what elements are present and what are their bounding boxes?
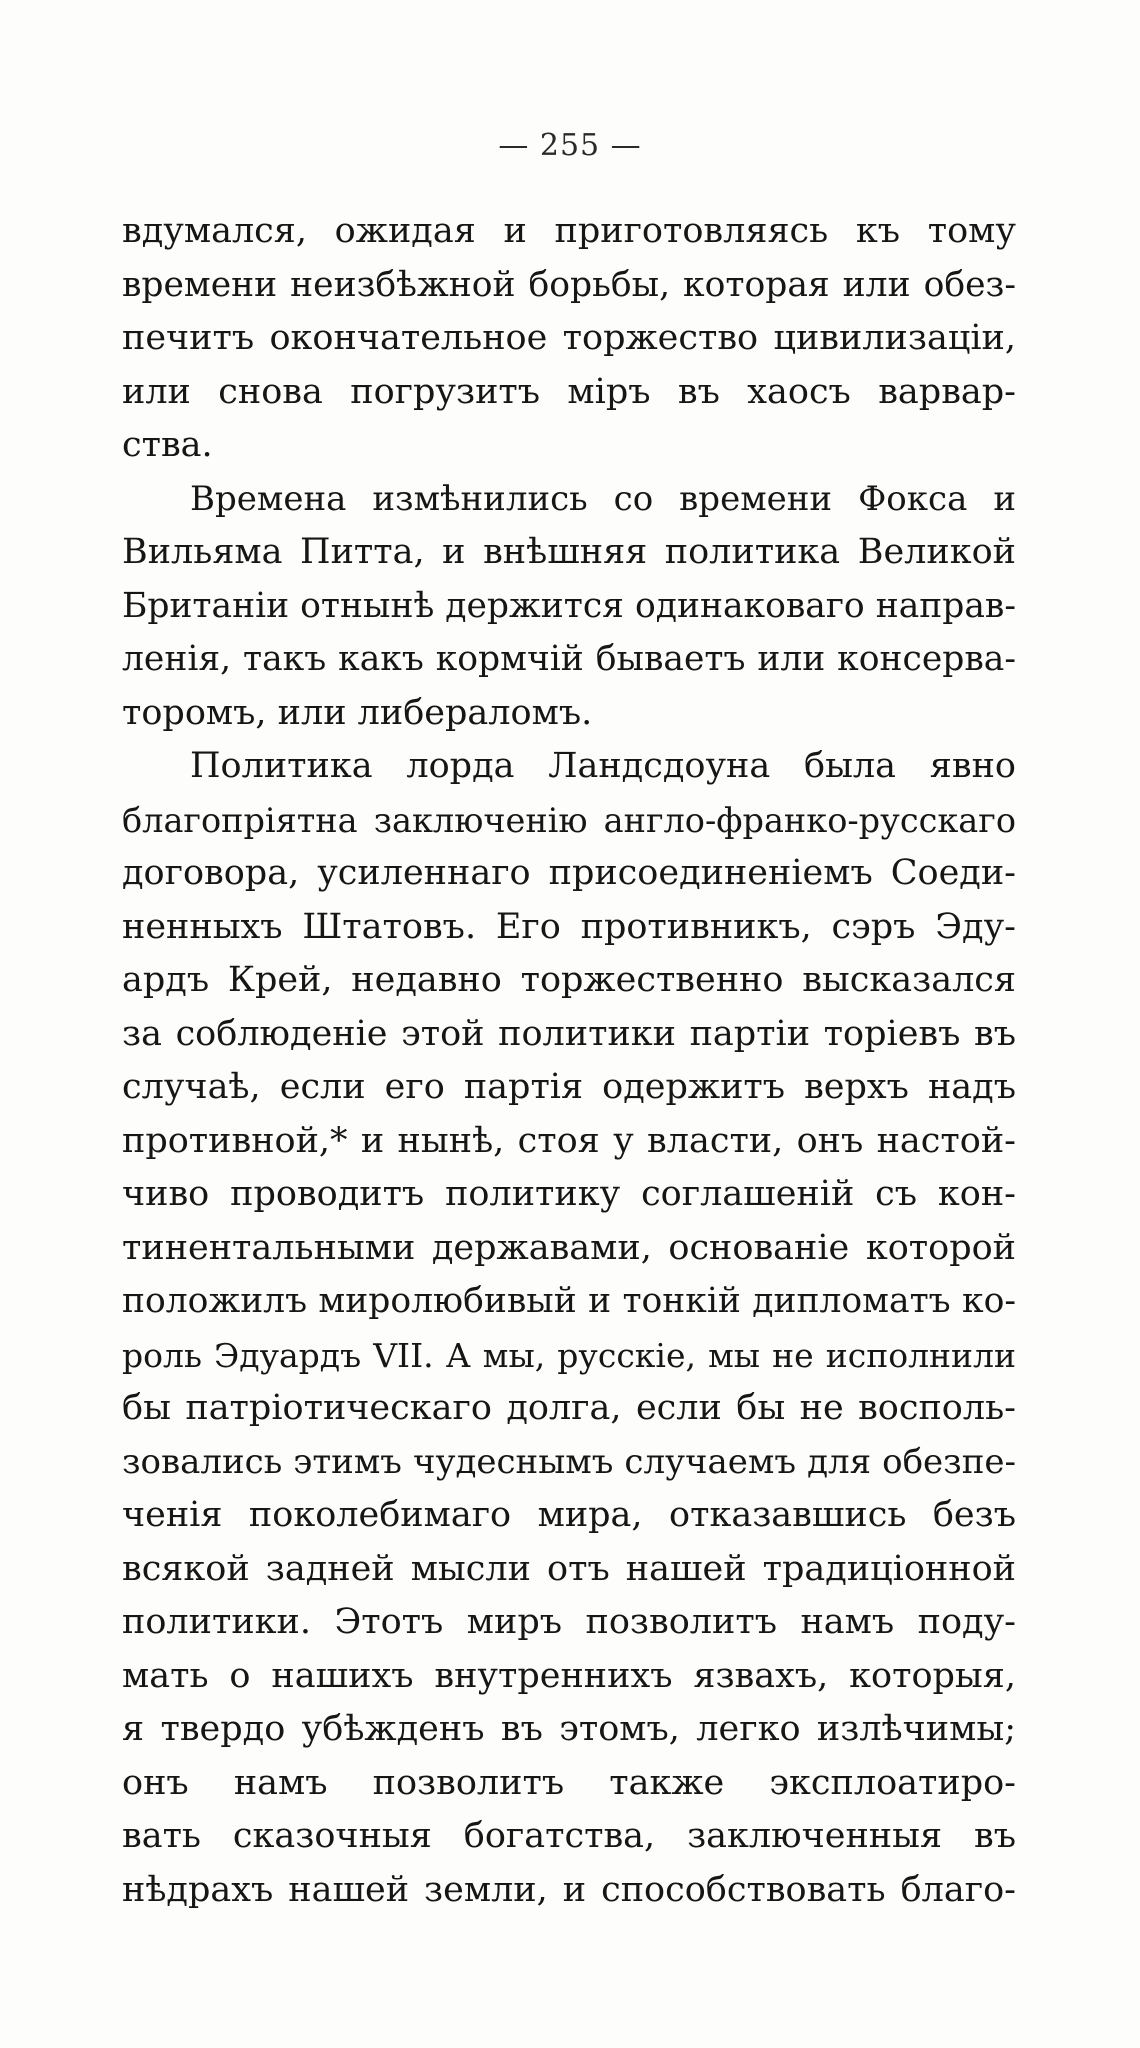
text-line: вать сказочныя богатства, заключенныя въ <box>122 1816 1016 1856</box>
text-line: Времена измѣнились со времени Фокса и <box>190 478 1016 519</box>
body-text <box>122 205 1016 1917</box>
text-line: тинентальными державами, основаніе которой <box>122 1227 1016 1268</box>
text-line: ненныхъ Штатовъ. Его противникъ, сэръ Эду- <box>122 906 1016 947</box>
text-line: благопріятна заключенію англо-франко-русскаго <box>122 800 1016 840</box>
text-line: положилъ миролюбивый и тонкій дипломатъ ко- <box>122 1281 1016 1321</box>
text-line: ардъ Крей, недавно торжественно высказался <box>122 960 1016 1000</box>
text-line: ченія поколебимаго мира, отказавшись безъ <box>122 1495 1016 1535</box>
text-line: Британіи отнынѣ держится одинаковаго направ- <box>122 585 1016 626</box>
text-line: ленія, такъ какъ кормчій бываетъ или консерва- <box>122 639 1016 679</box>
text-line: торомъ, или либераломъ. <box>122 692 593 733</box>
text-line: Политика лорда Ландсдоуна была явно <box>190 746 1016 786</box>
text-line: политики. Этотъ миръ позволитъ намъ поду- <box>122 1602 1016 1642</box>
text-line: роль Эдуардъ VII. А мы, русскіе, мы не исполнили <box>122 1335 1016 1375</box>
paragraph <box>122 473 1016 741</box>
text-line: печитъ окончательное торжество цивилизаціи, <box>122 318 1016 358</box>
text-line: онъ намъ позволитъ также эксплоатиро- <box>122 1762 1016 1803</box>
paragraph <box>122 740 1016 1917</box>
text-line: вдумался, ожидая и приготовляясь къ тому <box>122 211 1016 251</box>
text-line: нѣдрахъ нашей земли, и способствовать благо- <box>122 1869 1016 1910</box>
text-line: Вильяма Питта, и внѣшняя политика Великой <box>122 532 1016 572</box>
text-line: или снова погрузитъ міръ въ хаосъ варвар- <box>122 371 1016 412</box>
text-line: бы патріотическаго долга, если бы не восполь- <box>122 1388 1016 1428</box>
text-line: за соблюденіе этой политики партіи торіевъ въ <box>122 1013 1016 1054</box>
text-line: противной,* и нынѣ, стоя у власти, онъ настой- <box>122 1120 1016 1161</box>
text-line: зовались этимъ чудеснымъ случаемъ для обезпе- <box>122 1441 1016 1482</box>
text-line: ства. <box>122 425 213 465</box>
text-line: случаѣ, если его партія одержитъ верхъ надъ <box>122 1067 1016 1107</box>
paragraph <box>122 205 1016 473</box>
page-number: — 255 — <box>498 128 642 163</box>
text-line: времени неизбѣжной борьбы, которая или обез- <box>122 264 1016 305</box>
text-line: всякой задней мысли отъ нашей традиціонной <box>122 1548 1016 1589</box>
text-line: мать о нашихъ внутреннихъ язвахъ, которыя, <box>122 1655 1016 1696</box>
text-line: я твердо убѣжденъ въ этомъ, легко излѣчимы; <box>122 1709 1016 1749</box>
text-line: чиво проводитъ политику соглашеній съ кон- <box>122 1174 1016 1214</box>
text-line: договора, усиленнаго присоединеніемъ Соеди- <box>122 853 1016 893</box>
